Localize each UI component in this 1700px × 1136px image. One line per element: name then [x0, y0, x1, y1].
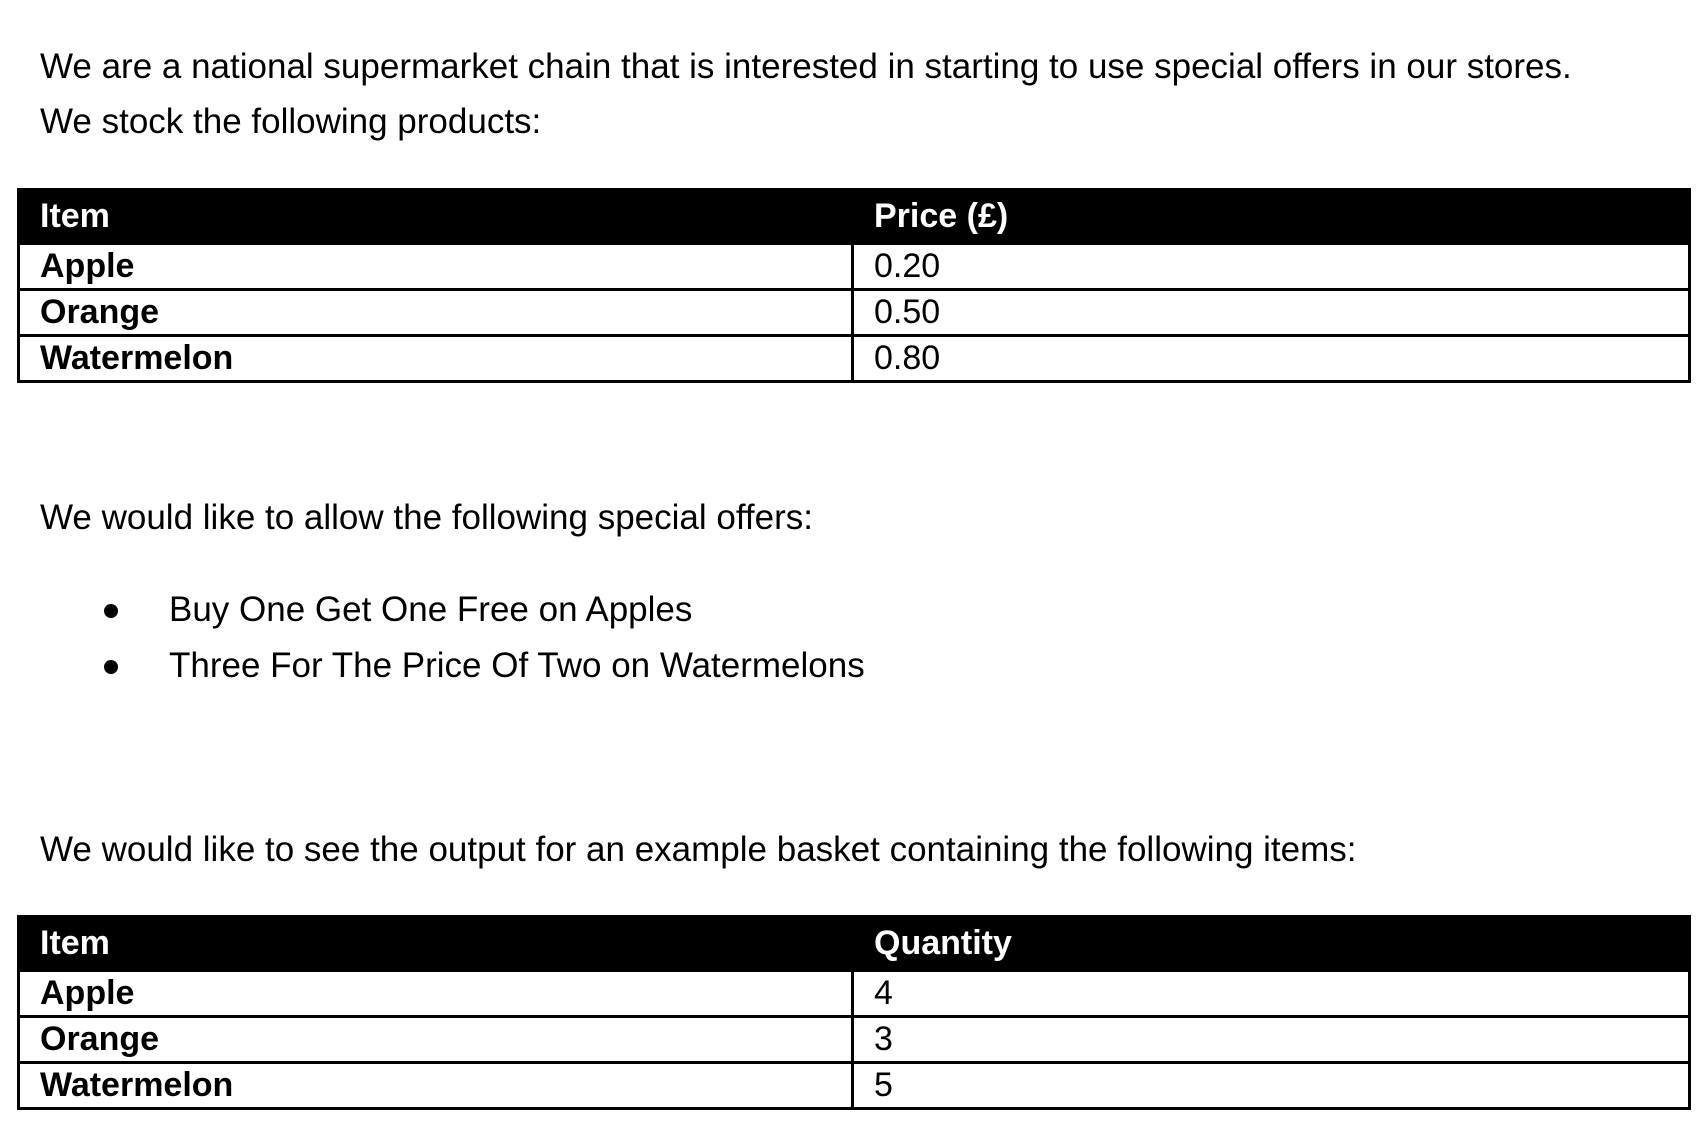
- offers-intro: We would like to allow the following special offers:: [40, 498, 813, 537]
- product-price: 0.20: [853, 244, 1690, 290]
- table-row: [19, 1063, 1690, 1109]
- table-row: [19, 244, 1690, 290]
- offers-list: [0, 582, 865, 694]
- products-table: [17, 188, 1691, 383]
- basket-header-item: Item: [19, 917, 853, 971]
- basket-item-name: Watermelon: [19, 1063, 853, 1109]
- bullet-icon: [104, 660, 118, 674]
- list-item: [0, 638, 865, 694]
- basket-header-quantity: Quantity: [853, 917, 1690, 971]
- bullet-icon: [104, 604, 118, 618]
- basket-item-quantity: 3: [853, 1017, 1690, 1063]
- table-row: [19, 1017, 1690, 1063]
- list-item: [0, 582, 865, 638]
- product-name: Apple: [19, 244, 853, 290]
- product-price: 0.80: [853, 336, 1690, 382]
- product-name: Orange: [19, 290, 853, 336]
- basket-header-row: [19, 917, 1690, 971]
- intro-line-1: We are a national supermarket chain that is interested in starting to use special offers in our stores.: [40, 47, 1572, 86]
- intro-line-2: We stock the following products:: [40, 102, 542, 141]
- table-row: [19, 971, 1690, 1017]
- product-name: Watermelon: [19, 336, 853, 382]
- product-price: 0.50: [853, 290, 1690, 336]
- products-header-item: Item: [19, 190, 853, 244]
- basket-table: [17, 915, 1691, 1110]
- products-header-row: [19, 190, 1690, 244]
- basket-item-name: Apple: [19, 971, 853, 1017]
- intro-paragraph: [40, 39, 1572, 149]
- basket-item-quantity: 4: [853, 971, 1690, 1017]
- basket-intro: We would like to see the output for an example basket containing the following items:: [40, 830, 1357, 869]
- basket-item-name: Orange: [19, 1017, 853, 1063]
- table-row: [19, 290, 1690, 336]
- table-row: [19, 336, 1690, 382]
- offer-text: Buy One Get One Free on Apples: [169, 590, 693, 629]
- offer-text: Three For The Price Of Two on Watermelons: [169, 646, 865, 685]
- basket-item-quantity: 5: [853, 1063, 1690, 1109]
- products-header-price: Price (£): [853, 190, 1690, 244]
